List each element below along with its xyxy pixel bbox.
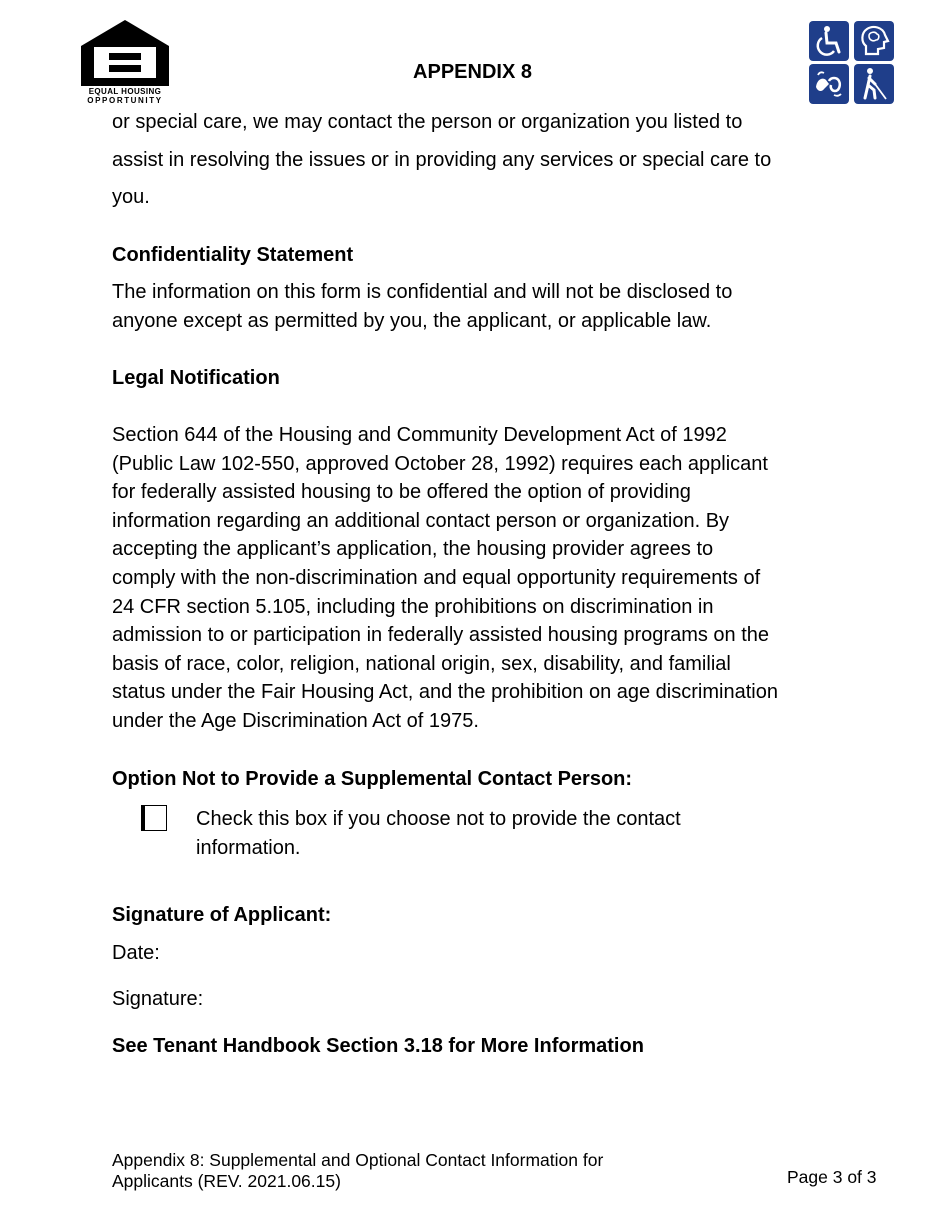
option-heading: Option Not to Provide a Supplemental Contact Person: bbox=[112, 768, 633, 790]
opt-out-checkbox-label bbox=[196, 805, 816, 863]
equal-housing-opportunity-logo bbox=[79, 20, 171, 108]
footer-line: Applicants (REV. 2021.06.15) bbox=[112, 1171, 341, 1191]
page-title: APPENDIX 8 bbox=[413, 61, 532, 83]
footer-document-title bbox=[112, 1150, 672, 1192]
text-line: status under the Fair Housing Act, and the prohibition on age discrimination bbox=[112, 681, 778, 704]
text-line: anyone except as permitted by you, the applicant, or applicable law. bbox=[112, 309, 712, 332]
text-line: for federally assisted housing to be offered the option of providing bbox=[112, 481, 691, 504]
footer-line: Appendix 8: Supplemental and Optional Contact Information for bbox=[112, 1150, 604, 1170]
legal-heading: Legal Notification bbox=[112, 367, 280, 389]
text-line: information regarding an additional contact person or organization. By bbox=[112, 509, 730, 532]
accessibility-icons bbox=[809, 21, 894, 106]
opt-out-checkbox[interactable] bbox=[141, 805, 167, 831]
confidentiality-paragraph bbox=[112, 278, 852, 335]
text-line: under the Age Discrimination Act of 1975. bbox=[112, 709, 479, 732]
logo-text-line1: EQUAL HOUSING bbox=[88, 87, 162, 96]
text-line: you. bbox=[112, 186, 150, 208]
logo-text-line2: OPPORTUNITY bbox=[87, 96, 163, 105]
text-line: basis of race, color, religion, national origin, sex, disability, and familial bbox=[112, 652, 731, 675]
blind-cane-icon bbox=[854, 64, 894, 104]
cognitive-head-icon bbox=[854, 21, 894, 61]
house-equal-icon bbox=[79, 20, 171, 86]
text-line: Section 644 of the Housing and Community Development Act of 1992 bbox=[112, 424, 727, 446]
text-line: assist in resolving the issues or in providing any services or special care to bbox=[112, 148, 772, 171]
text-line: or special care, we may contact the person or organization you listed to bbox=[112, 111, 743, 133]
date-label: Date: bbox=[112, 942, 160, 964]
text-line: accepting the applicant’s application, the housing provider agrees to bbox=[112, 538, 714, 561]
signature-label: Signature: bbox=[112, 988, 204, 1010]
text-line: comply with the non-discrimination and equal opportunity requirements of bbox=[112, 566, 761, 589]
page-number: Page 3 of 3 bbox=[787, 1167, 877, 1187]
sign-language-icon bbox=[809, 64, 849, 104]
legal-paragraph bbox=[112, 421, 852, 736]
intro-paragraph bbox=[112, 104, 852, 217]
text-line: Check this box if you choose not to provide the contact bbox=[196, 808, 681, 830]
text-line: 24 CFR section 5.105, including the prohibitions on discrimination in bbox=[112, 595, 714, 618]
text-line: (Public Law 102-550, approved October 28, 1992) requires each applicant bbox=[112, 452, 768, 475]
text-line: The information on this form is confidential and will not be disclosed to bbox=[112, 281, 733, 303]
text-line: admission to or participation in federally assisted housing programs on the bbox=[112, 624, 770, 647]
signature-heading: Signature of Applicant: bbox=[112, 904, 332, 926]
confidentiality-heading: Confidentiality Statement bbox=[112, 244, 354, 266]
see-handbook-note: See Tenant Handbook Section 3.18 for More Information bbox=[112, 1035, 644, 1057]
text-line: information. bbox=[196, 837, 301, 859]
wheelchair-icon bbox=[809, 21, 849, 61]
